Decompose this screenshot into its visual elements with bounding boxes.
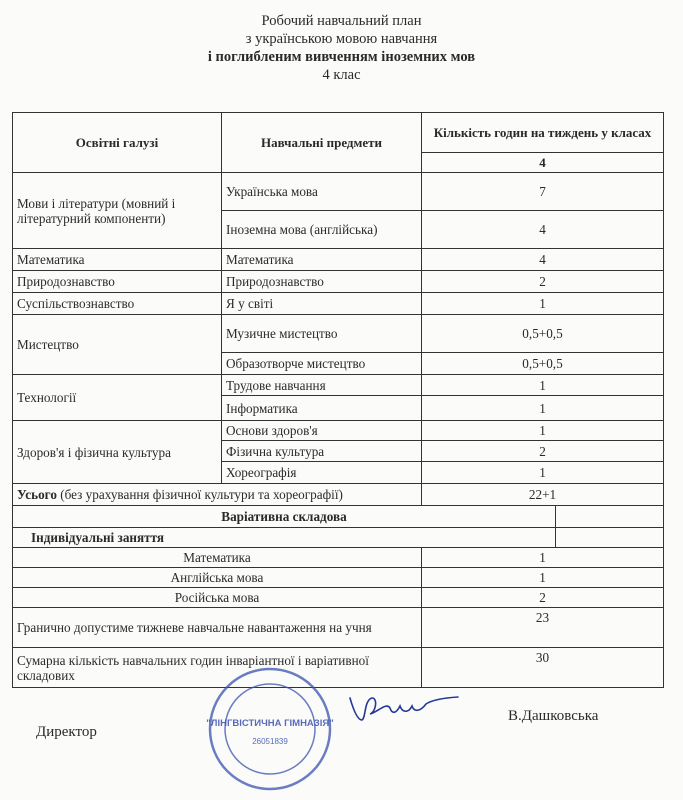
sum-label: Сумарна кількість навчальних годин інваріантної і варіативної складових <box>13 648 422 688</box>
curriculum-table <box>12 112 664 688</box>
empty-cell <box>556 528 664 548</box>
subject-cell: Іноземна мова (англійська) <box>222 211 422 249</box>
hours-cell: 0,5+0,5 <box>422 353 664 375</box>
header-areas: Освітні галузі <box>13 113 222 173</box>
area-cell: Здоров'я і фізична культура <box>13 421 222 484</box>
header-class: 4 <box>422 153 664 173</box>
total-label-rest: (без урахування фізичної культури та хореографії) <box>56 487 343 502</box>
title-line-4: 4 клас <box>322 67 361 83</box>
director-name: В.Дашковська <box>508 708 599 724</box>
subject-cell: Хореографія <box>222 462 422 484</box>
subject-cell: Природознавство <box>222 271 422 293</box>
hours-cell: 1 <box>422 396 664 421</box>
area-cell: Математика <box>13 249 222 271</box>
signature-mark <box>342 690 462 730</box>
individual-subject: Англійська мова <box>13 568 422 588</box>
hours-cell: 7 <box>422 173 664 211</box>
area-cell: Природознавство <box>13 271 222 293</box>
title-line-1: Робочий навчальний план <box>261 13 422 29</box>
title-line-2: з українською мовою навчання <box>245 31 438 47</box>
hours-cell: 0,5+0,5 <box>422 315 664 353</box>
subject-cell: Математика <box>222 249 422 271</box>
school-stamp <box>205 664 335 794</box>
title-line-3: і поглибленим вивченням іноземних мов <box>207 49 476 65</box>
individual-subject: Російська мова <box>13 588 422 608</box>
total-label-bold: Усього <box>17 487 57 502</box>
stamp-code-text: 26051839 <box>252 737 288 746</box>
subject-cell: Українська мова <box>222 173 422 211</box>
header-hours: Кількість годин на тиждень у класах <box>422 113 664 153</box>
subject-cell: Фізична культура <box>222 441 422 462</box>
subject-cell: Основи здоров'я <box>222 421 422 441</box>
hours-cell: 2 <box>422 441 664 462</box>
max-load-label: Гранично допустиме тижневе навчальне навантаження на учня <box>13 608 422 648</box>
header-subjects: Навчальні предмети <box>222 113 422 173</box>
individual-hours: 2 <box>422 588 664 608</box>
hours-cell: 1 <box>422 421 664 441</box>
subject-cell: Інформатика <box>222 396 422 421</box>
subject-cell: Образотворче мистецтво <box>222 353 422 375</box>
variative-header: Варіативна складова <box>13 506 556 528</box>
hours-cell: 1 <box>422 375 664 396</box>
individual-header: Індивідуальні заняття <box>13 528 556 548</box>
stamp-center-text: "ЛІНГВІСТИЧНА ГІМНАЗІЯ" <box>206 718 334 729</box>
area-cell: Мистецтво <box>13 315 222 375</box>
area-cell: Технології <box>13 375 222 421</box>
total-hours: 22+1 <box>422 484 664 506</box>
individual-hours: 1 <box>422 548 664 568</box>
director-label: Директор <box>36 724 97 740</box>
sum-hours: 30 <box>422 648 664 688</box>
subject-cell: Я у світі <box>222 293 422 315</box>
area-cell: Суспільствознавство <box>13 293 222 315</box>
signature-block <box>0 690 683 800</box>
subject-cell: Музичне мистецтво <box>222 315 422 353</box>
area-cell: Мови і літератури (мовний і літературний компоненти) <box>13 173 222 249</box>
hours-cell: 4 <box>422 249 664 271</box>
max-load-hours: 23 <box>422 608 664 648</box>
hours-cell: 2 <box>422 271 664 293</box>
individual-subject: Математика <box>13 548 422 568</box>
total-label <box>13 484 422 506</box>
hours-cell: 1 <box>422 293 664 315</box>
hours-cell: 1 <box>422 462 664 484</box>
empty-cell <box>556 506 664 528</box>
document-title <box>0 12 683 84</box>
hours-cell: 4 <box>422 211 664 249</box>
subject-cell: Трудове навчання <box>222 375 422 396</box>
individual-hours: 1 <box>422 568 664 588</box>
